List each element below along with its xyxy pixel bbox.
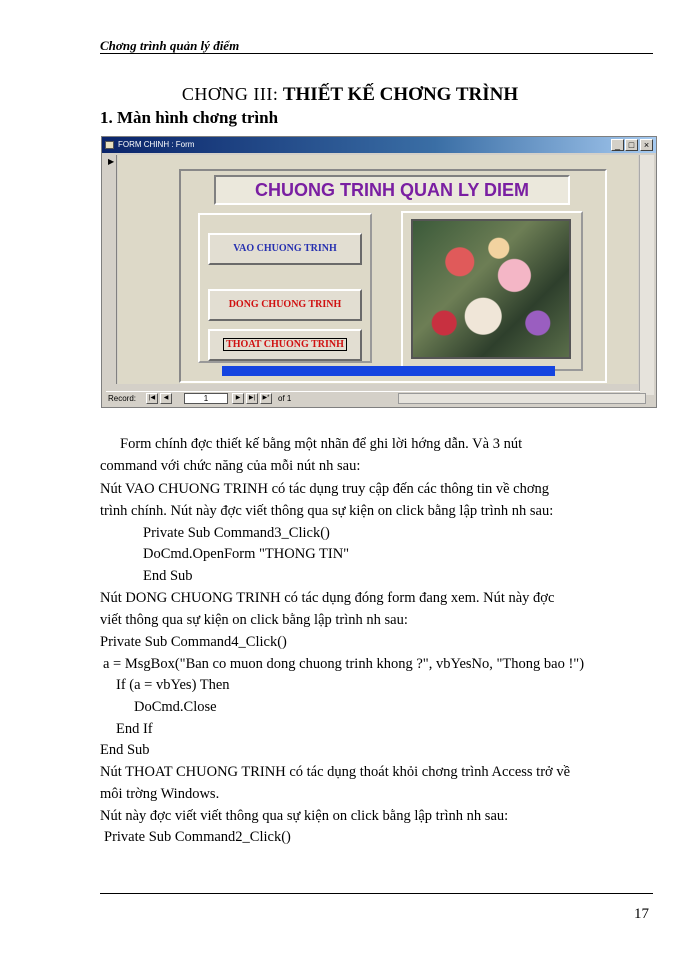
minimize-icon[interactable]: _ [611, 139, 624, 151]
paragraph-line: Nút THOAT CHUONG TRINH có tác dụng thoát khỏi chơng trình Access trở về [100, 764, 571, 780]
paragraph-line: viết thông qua sự kiện on click bằng lập trình nh sau: [100, 612, 408, 628]
footer-rule [100, 893, 653, 894]
maximize-icon[interactable]: □ [625, 139, 638, 151]
code-line: End Sub [100, 742, 150, 758]
access-form-window [101, 136, 657, 408]
blue-bar [222, 366, 555, 376]
code-line: DoCmd.OpenForm "THONG TIN" [143, 546, 350, 562]
page-number: 17 [634, 906, 649, 922]
form-title-label: CHUONG TRINH QUAN LY DIEM [214, 175, 570, 205]
paragraph-line: môi trờng Windows. [100, 786, 220, 802]
paragraph-line: Nút VAO CHUONG TRINH có tác dụng truy cập đến các thông tin về chơng [100, 481, 550, 497]
prev-record-icon[interactable]: ◀ [160, 393, 172, 404]
code-line: End Sub [143, 568, 193, 584]
paragraph-line: Nút này đợc viết viết thông qua sự kiện on click bằng lập trình nh sau: [100, 808, 509, 824]
code-line: If (a = vbYes) Then [116, 677, 230, 693]
thoat-chuong-trinh-button[interactable] [208, 329, 362, 361]
code-line: Private Sub Command3_Click() [143, 525, 330, 541]
chapter-heading [0, 84, 700, 106]
first-record-icon[interactable]: |◀ [146, 393, 158, 404]
new-record-icon[interactable]: ▶* [260, 393, 272, 404]
form-icon [105, 141, 114, 149]
thoat-button-label: THOAT CHUONG TRINH [223, 338, 347, 351]
form-body [118, 155, 638, 384]
paragraph-line: Form chính đợc thiết kế bằng một nhãn để ghi lời hớng dẫn. Và 3 nút [120, 436, 523, 452]
record-selector[interactable] [106, 155, 117, 384]
chapter-number: CHƠNG III: [181, 84, 279, 104]
section-heading: 1. Màn hình chơng trình [100, 108, 279, 127]
paragraph-line: trình chính. Nút này đợc viết thông qua sự kiện on click bằng lập trình nh sau: [100, 503, 554, 519]
code-line: DoCmd.Close [134, 699, 217, 715]
paragraph-line: command với chức năng của mỗi nút nh sau: [100, 458, 361, 474]
next-record-icon[interactable]: ▶ [232, 393, 244, 404]
window-titlebar [102, 137, 656, 153]
code-line: a = MsgBox("Ban co muon dong chuong trinh khong ?", vbYesNo, "Thong bao !") [103, 656, 585, 672]
code-line: End If [116, 721, 153, 737]
record-navigation [106, 391, 640, 406]
code-line: Private Sub Command4_Click() [100, 634, 287, 650]
window-title: FORM CHINH : Form [118, 140, 195, 149]
horizontal-scrollbar[interactable] [398, 393, 646, 404]
vertical-scrollbar[interactable] [639, 155, 654, 395]
paragraph-line: Nút DONG CHUONG TRINH có tác dụng đóng form đang xem. Nút này đợc [100, 590, 555, 606]
header-rule [100, 53, 653, 54]
running-header: Chơng trình quản lý điểm [100, 38, 240, 53]
last-record-icon[interactable]: ▶| [246, 393, 258, 404]
vao-chuong-trinh-button[interactable]: VAO CHUONG TRINH [208, 233, 362, 265]
close-icon[interactable]: × [640, 139, 653, 151]
dong-chuong-trinh-button[interactable]: DONG CHUONG TRINH [208, 289, 362, 321]
record-label: Record: [108, 394, 137, 403]
code-line: Private Sub Command2_Click() [104, 829, 291, 845]
chapter-title: THIẾT KẾ CHƠNG TRÌNH [282, 84, 519, 105]
record-pointer-icon: ▶ [108, 157, 115, 166]
record-number-field[interactable]: 1 [184, 393, 228, 404]
record-count: of 1 [278, 394, 292, 403]
flower-image [411, 219, 571, 359]
